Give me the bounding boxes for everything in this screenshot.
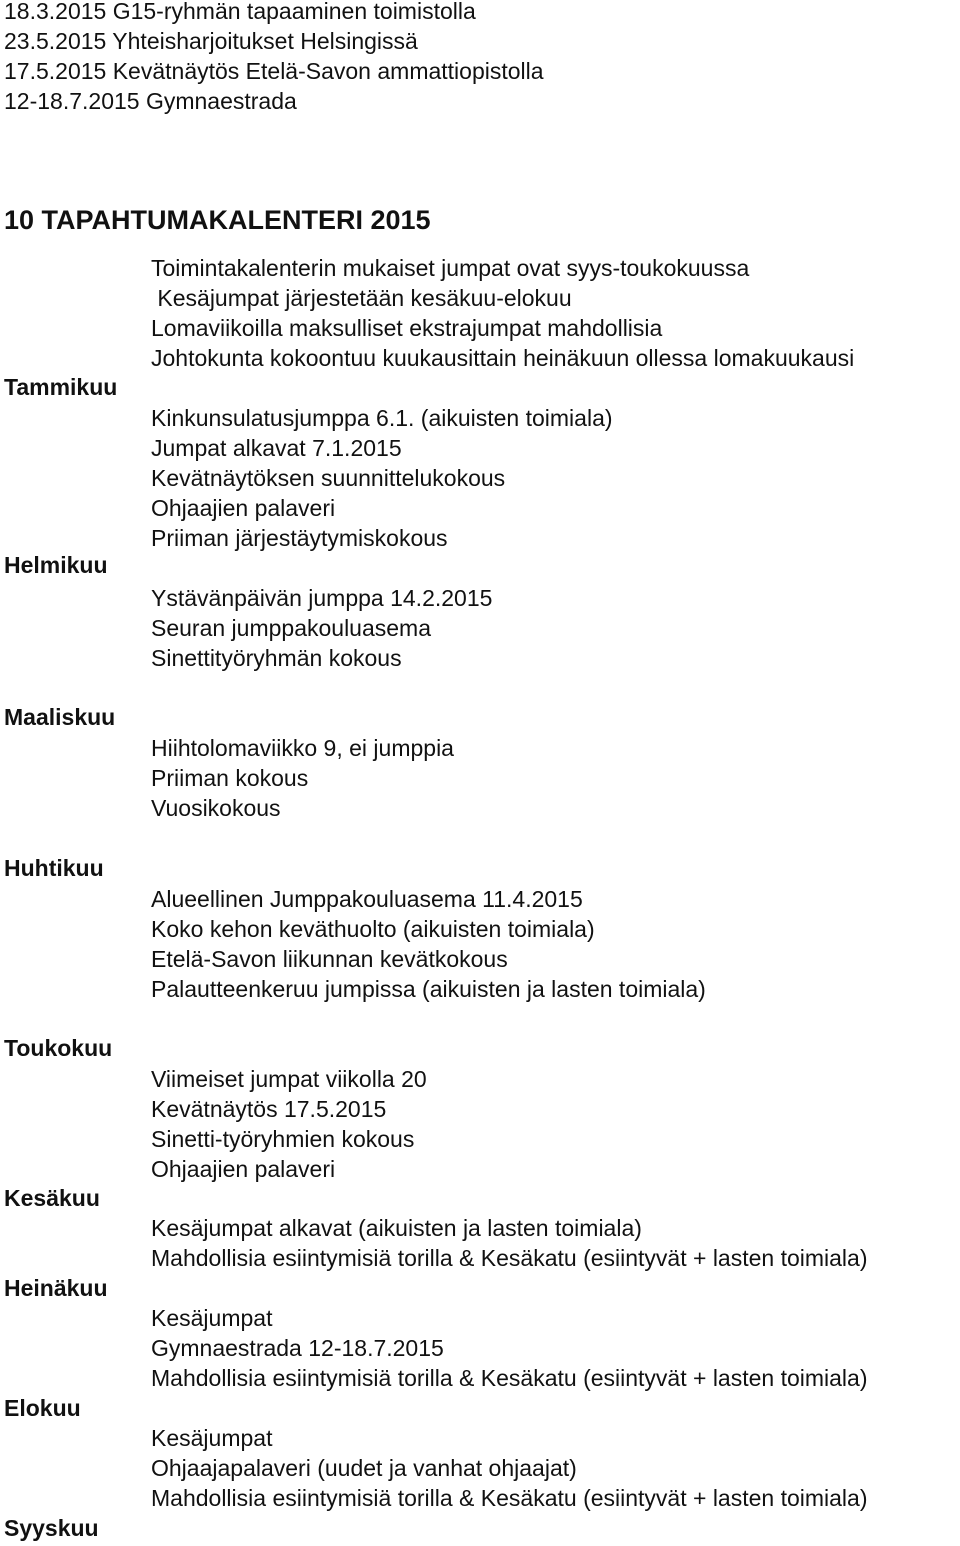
top-event-line: 12-18.7.2015 Gymnaestrada	[4, 88, 297, 114]
calendar-entry: Etelä-Savon liikunnan kevätkokous	[151, 946, 508, 972]
calendar-entry: Kesäjumpat alkavat (aikuisten ja lasten toimiala)	[151, 1215, 642, 1241]
month-label-kesakuu: Kesäkuu	[4, 1185, 100, 1211]
calendar-entry: Palautteenkeruu jumpissa (aikuisten ja lasten toimiala)	[151, 976, 706, 1002]
calendar-entry: Seuran jumppakouluasema	[151, 615, 432, 641]
calendar-entry: Vuosikokous	[151, 795, 281, 821]
month-label-elokuu: Elokuu	[4, 1395, 81, 1421]
top-event-line: 17.5.2015 Kevätnäytös Etelä-Savon ammattiopistolla	[4, 58, 544, 84]
month-label-maaliskuu: Maaliskuu	[4, 704, 116, 730]
calendar-entry: Lomaviikoilla maksulliset ekstrajumpat mahdollisia	[151, 315, 663, 341]
month-label-heinakuu: Heinäkuu	[4, 1275, 108, 1301]
calendar-entry: Sinetti-työryhmien kokous	[151, 1126, 415, 1152]
calendar-entry: Sinettityöryhmän kokous	[151, 645, 402, 671]
calendar-entry: Mahdollisia esiintymisiä torilla & Kesäkatu (esiintyvät + lasten toimiala)	[151, 1485, 868, 1511]
calendar-entry: Priiman järjestäytymiskokous	[151, 525, 448, 551]
top-event-line: 18.3.2015 G15-ryhmän tapaaminen toimistolla	[4, 0, 476, 24]
calendar-entry: Mahdollisia esiintymisiä torilla & Kesäkatu (esiintyvät + lasten toimiala)	[151, 1245, 868, 1271]
month-label-toukokuu: Toukokuu	[4, 1035, 113, 1061]
calendar-entry: Kesäjumpat	[151, 1425, 273, 1451]
calendar-entry: Ohjaajien palaveri	[151, 495, 336, 521]
calendar-entry: Priiman kokous	[151, 765, 309, 791]
calendar-entry: Hiihtolomaviikko 9, ei jumppia	[151, 735, 454, 761]
section-heading: 10 TAPAHTUMAKALENTERI 2015	[4, 205, 431, 235]
calendar-entry: Ohjaajapalaveri (uudet ja vanhat ohjaajat)	[151, 1455, 577, 1481]
month-label-tammikuu: Tammikuu	[4, 374, 118, 400]
month-label-helmikuu: Helmikuu	[4, 552, 108, 578]
calendar-entry: Kevätnäytös 17.5.2015	[151, 1096, 387, 1122]
calendar-entry: Gymnaestrada 12-18.7.2015	[151, 1335, 444, 1361]
calendar-entry: Koko kehon keväthuolto (aikuisten toimiala)	[151, 916, 595, 942]
calendar-entry: Toimintakalenterin mukaiset jumpat ovat syys-toukokuussa	[151, 255, 750, 281]
calendar-entry: Jumpat alkavat 7.1.2015	[151, 435, 402, 461]
calendar-entry: Kevätnäytöksen suunnittelukokous	[151, 465, 506, 491]
calendar-entry: Kesäjumpat	[151, 1305, 273, 1331]
calendar-entry: Viimeiset jumpat viikolla 20	[151, 1066, 427, 1092]
calendar-entry: Alueellinen Jumppakouluasema 11.4.2015	[151, 886, 583, 912]
calendar-entry: Ohjaajien palaveri	[151, 1156, 336, 1182]
month-label-huhtikuu: Huhtikuu	[4, 855, 104, 881]
calendar-entry: Kinkunsulatusjumppa 6.1. (aikuisten toimiala)	[151, 405, 613, 431]
calendar-entry: Johtokunta kokoontuu kuukausittain heinäkuun ollessa lomakuukausi	[151, 345, 855, 371]
calendar-entry: Ystävänpäivän jumppa 14.2.2015	[151, 585, 493, 611]
calendar-entry: Mahdollisia esiintymisiä torilla & Kesäkatu (esiintyvät + lasten toimiala)	[151, 1365, 868, 1391]
top-event-line: 23.5.2015 Yhteisharjoitukset Helsingissä	[4, 28, 418, 54]
calendar-entry: Kesäjumpat järjestetään kesäkuu-elokuu	[151, 285, 572, 311]
month-label-syyskuu: Syyskuu	[4, 1515, 99, 1541]
